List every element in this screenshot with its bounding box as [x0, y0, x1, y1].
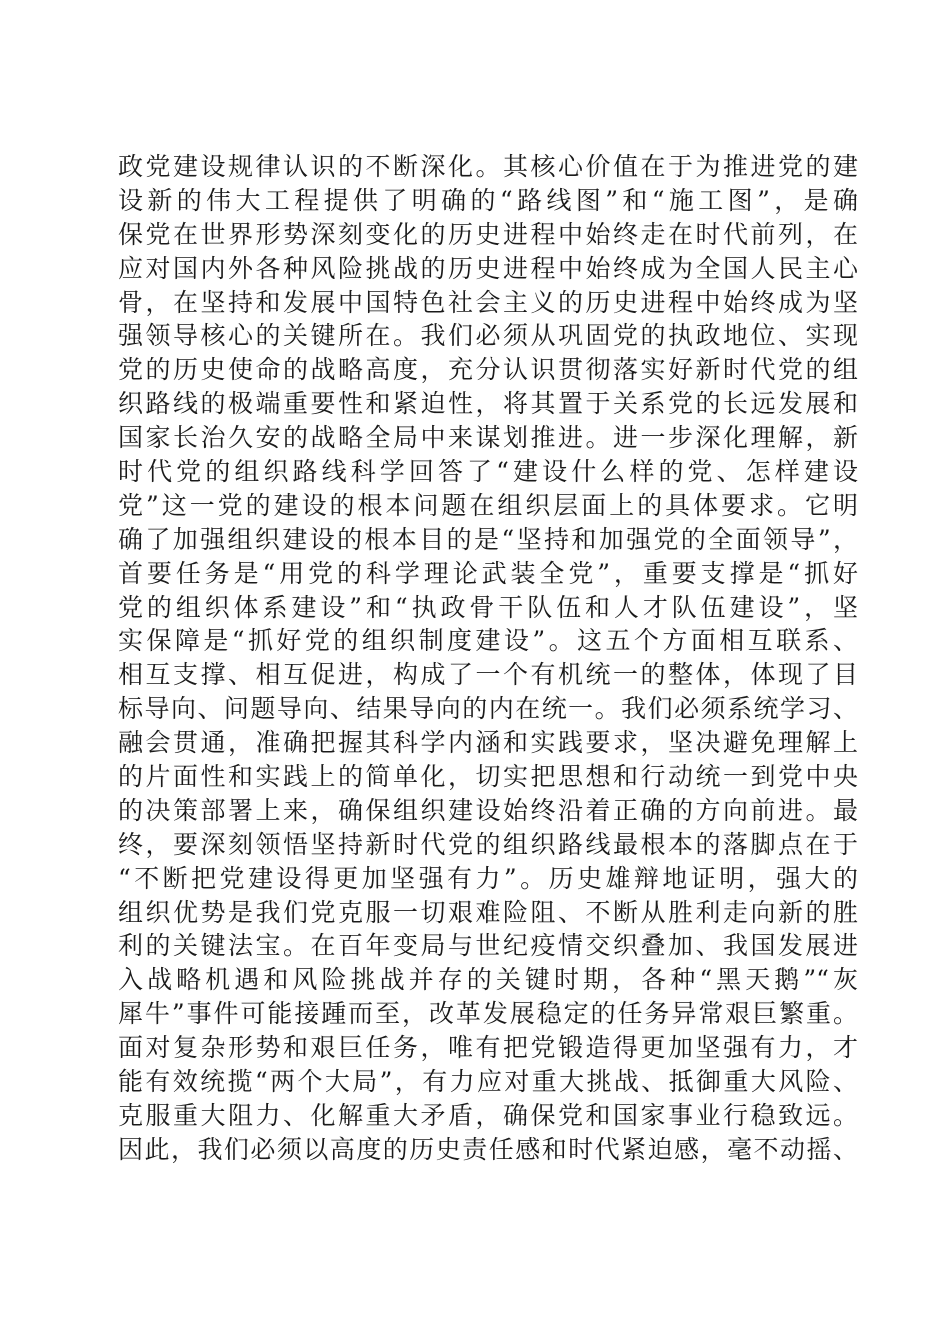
text-line: 利的关键法宝。在百年变局与世纪疫情交织叠加、我国发展进: [118, 931, 858, 961]
text-line: 面对复杂形势和艰巨任务，唯有把党锻造得更加坚强有力，才: [118, 1033, 858, 1063]
text-line: 融会贯通，准确把握其科学内涵和实践要求，坚决避免理解上: [118, 728, 858, 758]
text-line: 犀牛”事件可能接踵而至，改革发展稳定的任务异常艰巨繁重。: [118, 999, 858, 1029]
text-line: 设新的伟大工程提供了明确的“路线图”和“施工图”，是确: [118, 185, 858, 215]
text-line: 首要任务是“用党的科学理论武装全党”，重要支撑是“抓好: [118, 558, 858, 588]
text-line: 党的组织体系建设”和“执政骨干队伍和人才队伍建设”，坚: [118, 592, 858, 622]
text-line: 时代党的组织路线科学回答了“建设什么样的党、怎样建设: [118, 457, 858, 487]
text-line: 的片面性和实践上的简单化，切实把思想和行动统一到党中央: [118, 762, 858, 792]
text-line: 应对国内外各种风险挑战的历史进程中始终成为全国人民主心: [118, 253, 858, 283]
body-paragraph: [118, 150, 858, 1167]
text-line: 标导向、问题导向、结果导向的内在统一。我们必须系统学习、: [118, 694, 858, 724]
text-line: 政党建设规律认识的不断深化。其核心价值在于为推进党的建: [118, 152, 858, 181]
text-line: 入战略机遇和风险挑战并存的关键时期，各种“黑天鹅”“灰: [118, 965, 858, 995]
text-line: 确了加强组织建设的根本目的是“坚持和加强党的全面领导”，: [118, 524, 858, 554]
text-line: 的决策部署上来，确保组织建设始终沿着正确的方向前进。最: [118, 795, 858, 825]
text-line: 保党在世界形势深刻变化的历史进程中始终走在时代前列，在: [118, 219, 858, 249]
text-line: 织路线的极端重要性和紧迫性，将其置于关系党的长远发展和: [118, 389, 858, 419]
text-line: “不断把党建设得更加坚强有力”。历史雄辩地证明，强大的: [118, 863, 858, 893]
text-line: 因此，我们必须以高度的历史责任感和时代紧迫感，毫不动摇、: [118, 1134, 858, 1164]
text-line: 国家长治久安的战略全局中来谋划推进。进一步深化理解，新: [118, 423, 858, 453]
text-line: 组织优势是我们党克服一切艰难险阻、不断从胜利走向新的胜: [118, 897, 858, 927]
text-line: 强领导核心的关键所在。我们必须从巩固党的执政地位、实现: [118, 321, 858, 351]
text-line: 克服重大阻力、化解重大矛盾，确保党和国家事业行稳致远。: [118, 1100, 858, 1130]
text-line: 骨，在坚持和发展中国特色社会主义的历史进程中始终成为坚: [118, 287, 858, 317]
text-line: 党”这一党的建设的根本问题在组织层面上的具体要求。它明: [118, 490, 858, 520]
text-line: 实保障是“抓好党的组织制度建设”。这五个方面相互联系、: [118, 626, 858, 656]
text-line: 终，要深刻领悟坚持新时代党的组织路线最根本的落脚点在于: [118, 829, 858, 859]
text-line: 党的历史使命的战略高度，充分认识贯彻落实好新时代党的组: [118, 355, 858, 385]
text-line: 能有效统揽“两个大局”，有力应对重大挑战、抵御重大风险、: [118, 1067, 858, 1097]
text-line: 相互支撑、相互促进，构成了一个有机统一的整体，体现了目: [118, 660, 858, 690]
